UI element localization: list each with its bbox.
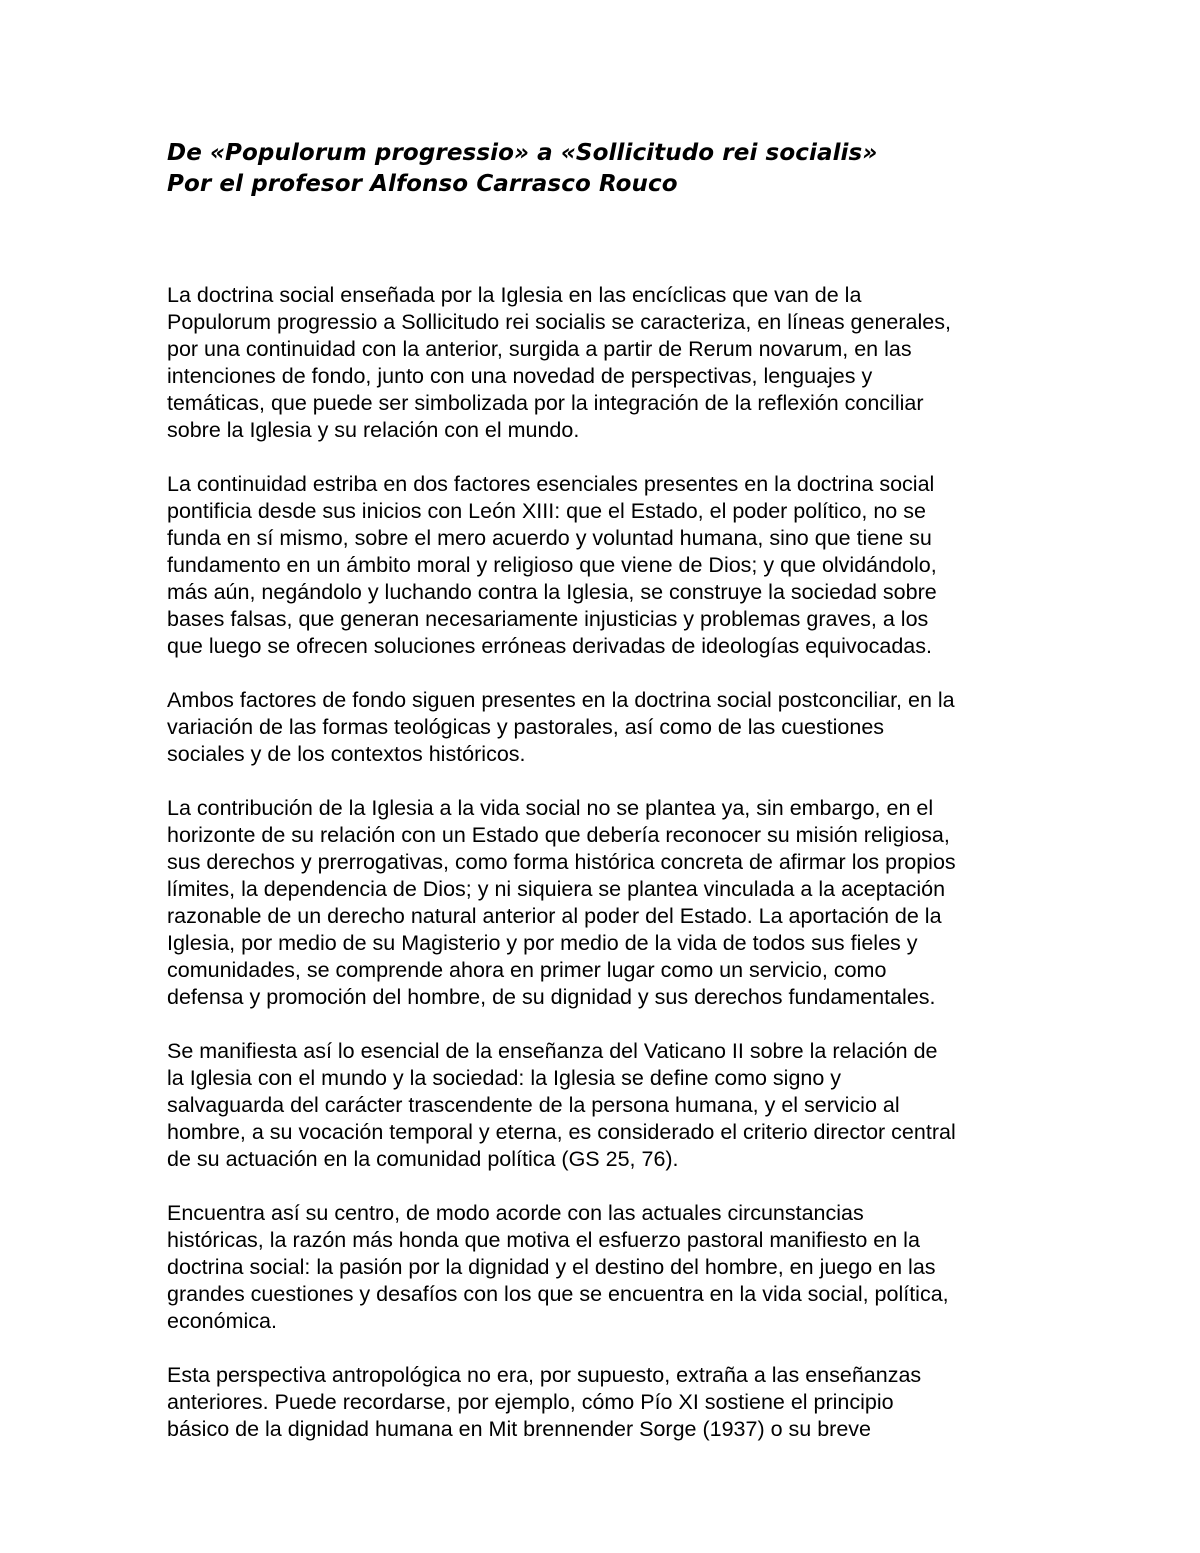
author-line: Por el profesor Alfonso Carrasco Rouco <box>167 171 678 197</box>
text-line: defensa y promoción del hombre, de su dignidad y sus derechos fundamentales. <box>167 985 936 1009</box>
text-line: La continuidad estriba en dos factores esenciales presentes en la doctrina social <box>167 472 935 496</box>
text-line: intenciones de fondo, junto con una novedad de perspectivas, lenguajes y <box>167 364 873 388</box>
text-line: doctrina social: la pasión por la dignidad y el destino del hombre, en juego en las <box>167 1255 936 1279</box>
text-line: límites, la dependencia de Dios; y ni siquiera se plantea vinculada a la aceptación <box>167 877 946 901</box>
text-line: que luego se ofrecen soluciones erróneas derivadas de ideologías equivocadas. <box>167 634 932 658</box>
text-line: salvaguarda del carácter trascendente de la persona humana, y el servicio al <box>167 1093 900 1117</box>
text-line: sobre la Iglesia y su relación con el mundo. <box>167 418 580 442</box>
text-line: hombre, a su vocación temporal y eterna, es considerado el criterio director central <box>167 1120 956 1144</box>
text-line: sociales y de los contextos históricos. <box>167 742 526 766</box>
text-line: históricas, la razón más honda que motiva el esfuerzo pastoral manifiesto en la <box>167 1228 920 1252</box>
text-line: variación de las formas teológicas y pastorales, así como de las cuestiones <box>167 715 885 739</box>
paragraph <box>167 687 1047 768</box>
paragraph <box>167 1362 1047 1443</box>
text-line: fundamento en un ámbito moral y religioso que viene de Dios; y que olvidándolo, <box>167 553 937 577</box>
text-line: Encuentra así su centro, de modo acorde con las actuales circunstancias <box>167 1201 864 1225</box>
text-line: sus derechos y prerrogativas, como forma histórica concreta de afirmar los propios <box>167 850 956 874</box>
text-line: la Iglesia con el mundo y la sociedad: la Iglesia se define como signo y <box>167 1066 842 1090</box>
document-page <box>167 138 1047 1470</box>
text-line: La contribución de la Iglesia a la vida social no se plantea ya, sin embargo, en el <box>167 796 934 820</box>
text-line: Populorum progressio a Sollicitudo rei socialis se caracteriza, en líneas generales, <box>167 310 951 334</box>
text-line: grandes cuestiones y desafíos con los que se encuentra en la vida social, política, <box>167 1282 949 1306</box>
text-line: comunidades, se comprende ahora en primer lugar como un servicio, como <box>167 958 887 982</box>
text-line: temáticas, que puede ser simbolizada por la integración de la reflexión conciliar <box>167 391 924 415</box>
text-line: anteriores. Puede recordarse, por ejemplo, cómo Pío XI sostiene el principio <box>167 1390 894 1414</box>
document-body <box>167 282 1047 1443</box>
text-line: básico de la dignidad humana en Mit brennender Sorge (1937) o su breve <box>167 1417 871 1441</box>
text-line: por una continuidad con la anterior, surgida a partir de Rerum novarum, en las <box>167 337 912 361</box>
text-line: Iglesia, por medio de su Magisterio y por medio de la vida de todos sus fieles y <box>167 931 918 955</box>
paragraph <box>167 471 1047 660</box>
text-line: pontificia desde sus inicios con León XIII: que el Estado, el poder político, no se <box>167 499 926 523</box>
paragraph <box>167 795 1047 1011</box>
text-line: Se manifiesta así lo esencial de la enseñanza del Vaticano II sobre la relación de <box>167 1039 938 1063</box>
text-line: La doctrina social enseñada por la Iglesia en las encíclicas que van de la <box>167 283 862 307</box>
document-title <box>167 138 1047 200</box>
paragraph <box>167 1038 1047 1173</box>
text-line: económica. <box>167 1309 277 1333</box>
text-line: horizonte de su relación con un Estado que debería reconocer su misión religiosa, <box>167 823 950 847</box>
paragraph <box>167 282 1047 444</box>
text-line: razonable de un derecho natural anterior al poder del Estado. La aportación de la <box>167 904 942 928</box>
text-line: de su actuación en la comunidad política (GS 25, 76). <box>167 1147 679 1171</box>
text-line: Ambos factores de fondo siguen presentes en la doctrina social postconciliar, en la <box>167 688 955 712</box>
text-line: bases falsas, que generan necesariamente injusticias y problemas graves, a los <box>167 607 929 631</box>
text-line: Esta perspectiva antropológica no era, por supuesto, extraña a las enseñanzas <box>167 1363 922 1387</box>
title-line: De «Populorum progressio» a «Sollicitudo rei socialis» <box>167 140 878 166</box>
paragraph <box>167 1200 1047 1335</box>
text-line: más aún, negándolo y luchando contra la Iglesia, se construye la sociedad sobre <box>167 580 937 604</box>
text-line: funda en sí mismo, sobre el mero acuerdo y voluntad humana, sino que tiene su <box>167 526 932 550</box>
